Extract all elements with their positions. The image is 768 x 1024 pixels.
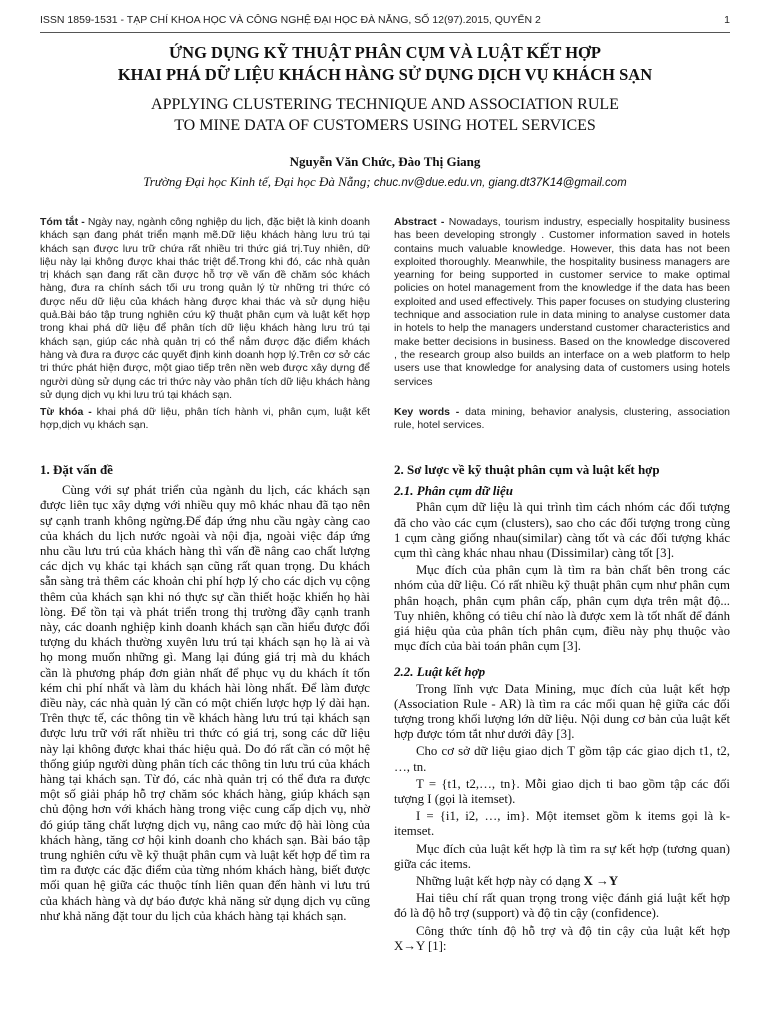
section-2-1-paragraph-2: Mục đích của phân cụm là tìm ra bản chất bên trong các nhóm của dữ liệu. Có rất nhiều kỹ thuật phân cụm như phân cụm phân hoạch, phân cụm phân cấp, phân cụm dựa trên mật độ... Tuy nhiên, không có tiêu chí nào là được xem là tốt nhất để đánh giá hiệu qủa của phân tích phân cụm, điều này phụ thuộc vào mục đích của bài toán phân cụm [3]. (394, 563, 730, 654)
section-2-2-paragraph-5: Mục đích của luật kết hợp là tìm ra sự kết hợp (tương quan) giữa các items. (394, 841, 730, 871)
page-number: 1 (724, 14, 730, 26)
section-1-heading: 1. Đặt vấn đề (40, 462, 113, 477)
section-2-2-paragraph-6 (394, 874, 730, 889)
abstract-vi-label: Tóm tắt - (40, 216, 85, 228)
section-1-paragraph: Cùng với sự phát triển của ngành du lịch, các khách sạn được liên tục xây dựng với nhiều quy mô khác nhau đã tạo nên sự cạnh tranh không ngừng.Để đáp ứng nhu cầu ngày càng cao của khách du lịch nước ngoài và nội địa, ngoài việc đáp ứng nhu cầu lưu trú của khách hàng thì vấn đề nâng cao chất lượng các dịch vụ khác tại khách sạn cũng rất quan trọng. Du khách sẵn sàng trả thêm các khoản chi phí hợp lý cho các dịch vụ cộng thêm của khách sạn khi nó thực sự cần thiết hoặc khiến họ hài lòng. Để tồn tại và phát triển trong thị trường đầy cạnh tranh này, các doanh nghiệp kinh doanh khách sạn cần hiểu được đối tượng du khách thường xuyên lưu trú tại khách sạn họ là ai và họ mong muốn những gì. Mang lại đúng giá trị mà du khách cần là phương pháp đơn giản nhất để phục vụ du khách ít tốn kém chi phí nhất và làm du khách hài lòng nhất. Để làm được điều này, các nhà quản lý cần có một chiến lược hợp lý dài hạn. Trên thực tế, các thông tin về khách hàng lưu trú tại khách sạn được lưu trữ với rất nhiều tri thức có giá trị, song các dữ liệu này lại không được khai thác hiệu quả. Do đó rất cần có một hệ thống giúp người dùng phân tích các thông tin lưu trú của khách hàng tại khách sạn. Từ đó, các nhà quản trị có thể đưa ra được một số giải pháp hỗ trợ chăm sóc khách hàng, giúp khách sạn chủ động hơn với khách hàng trong việc cung cấp dịch vụ, nhờ đó giúp tăng chất lượng dịch vụ, nâng cao mức độ hài lòng của khách hàng, tăng cơ hội kinh doanh cho khách sạn. Bài báo tập trung nghiên cứu về kỹ thuật phân cụm và luật kết hợp để tìm ra tìm ra được các đặc điểm của từng nhóm khách hàng, biết được mối quan hệ giữa các thuộc tính liên quan đến hành vi lưu trú của khách hàng và dự báo được khả năng sử dụng dịch vụ cũng như khả năng đặt tour du lịch của khách hàng tại khách sạn. (40, 483, 370, 923)
abstract-en-text: Nowadays, tourism industry, especially hospitality business has been developing strongly . Customer information saved in hotels contains much valuable knowledge. However, this data has not been exploited thoroughly. Meanwhile, the hospitality business managers are yearning for being supported in customer service to make optimal policies on hotel management from the knowledge if the data has been exploited and used effectively. This paper focuses on studying clustering technique and association rule in data mining to analyse customer data in hotels to help the managers understand customer characteristics and make better decisions in business. Based on the knowledge discovered , the research group also builds an interface on a web platform to help users use that knowledge for analysing data of customers using hotels services (394, 216, 730, 388)
abstract-vietnamese (40, 216, 370, 402)
abstract-vi-text: Ngày nay, ngành công nghiệp du lịch, đặc biệt là kinh doanh khách sạn đang phát triển mạnh mẽ.Dữ liệu khách hàng lưu trú tại khách sạn được lưu trữ chứa rất nhiều tri thức giá trị.Tuy nhiên, dữ liệu này lại không được khai thác triệt để.Trong khi đó, các nhà quản trị khách sạn đang rất cần được hỗ trợ về vấn đề chăm sóc khách hàng, đưa ra chính sách tối ưu trong quản lý từ những tri thức có được nếu dữ liệu của khách hàng được khai thác và sử dụng hiệu quả.Bài báo tập trung nghiên cứu kỹ thuật phân cụm và luật kết hợp trong khai phá dữ liệu để phân tích dữ liệu khách hàng lưu trú tại khách sạn, giúp các nhà quản trị có thể nắm được đặc điểm khách hàng và đưa ra được các quyết định kinh doanh hợp lý.Trên cơ sở các tri thức phát hiện được, một giao tiếp trên nền web được xây dựng để người dùng sử dụng các tri thức này vào phân tích dữ liệu khách hàng sử dụng dịch vụ khi lưu trú tại khách sạn. (40, 216, 370, 401)
title-en-line-2: TO MINE DATA OF CUSTOMERS USING HOTEL SERVICES (174, 117, 596, 134)
affiliation: Trường Đại học Kinh tế, Đại học Đà Nẵng; (143, 174, 371, 189)
section-1-column (40, 462, 370, 926)
title-vietnamese (40, 42, 730, 86)
title-english (40, 94, 730, 136)
rule-form-text: Những luật kết hợp này có dạng (416, 874, 584, 889)
subsection-2-2-heading: 2.2. Luật kết hợp (394, 664, 486, 680)
section-2-2-paragraph-1: Trong lĩnh vực Data Mining, mục đích của luật kết hợp (Association Rule - AR) là tìm ra các mối quan hệ giữa các đối tượng trong khối lượng lớn dữ liệu. Nội dung cơ bản của luật kết hợp được tóm tắt như dưới đây [3]. (394, 681, 730, 742)
header-rule (40, 32, 730, 33)
journal-info: ISSN 1859-1531 - TẠP CHÍ KHOA HỌC VÀ CÔNG NGHỆ ĐẠI HỌC ĐÀ NẴNG, SỐ 12(97).2015, QUYỂN 2 (40, 14, 541, 26)
section-2-2-paragraph-8: Công thức tính độ hỗ trợ và độ tin cậy của luật kết hợp X→Y [1]: (394, 923, 730, 953)
authors: Nguyễn Văn Chức, Đào Thị Giang (289, 154, 481, 169)
title-vi-line-2: KHAI PHÁ DỮ LIỆU KHÁCH HÀNG SỬ DỤNG DỊCH VỤ KHÁCH SẠN (117, 65, 653, 84)
running-header (40, 14, 730, 26)
section-2-1-paragraph-1: Phân cụm dữ liệu là qui trình tìm cách nhóm các đối tượng đã cho vào các cụm (clusters), sao cho các đối tượng trong cùng 1 cụm càng giống nhau(similar) càng tốt và các đối tượng khác cụm thì càng khác nhau nhau (Dissimilar) càng tốt [3]. (394, 500, 730, 561)
section-2-2-paragraph-3: T = {t1, t2,…, tn}. Mỗi giao dịch ti bao gồm tập các đối tượng I (gọi là itemset). (394, 776, 730, 807)
section-2-2-paragraph-4: I = {i1, i2, …, im}. Một itemset gồm k items gọi là k-itemset. (394, 809, 730, 839)
keywords-english (394, 406, 730, 433)
author-emails: chuc.nv@due.edu.vn, giang.dt37K14@gmail.com (370, 177, 627, 189)
section-2-column (394, 462, 730, 956)
keywords-vi-label: Từ khóa - (40, 406, 92, 418)
keywords-en-text: data mining, behavior analysis, clustering, association rule, hotel services. (394, 406, 730, 432)
abstract-en-label: Abstract - (394, 216, 445, 228)
section-2-heading: 2. Sơ lược về kỹ thuật phân cụm và luật kết hợp (394, 462, 660, 477)
section-2-2-paragraph-2: Cho cơ sở dữ liệu giao dịch T gồm tập các giao dịch t1, t2, …, tn. (394, 744, 730, 774)
title-vi-line-1: ỨNG DỤNG KỸ THUẬT PHÂN CỤM VÀ LUẬT KẾT HỢP (169, 43, 601, 62)
title-en-line-1: APPLYING CLUSTERING TECHNIQUE AND ASSOCIATION RULE (151, 96, 619, 113)
keywords-en-label: Key words - (394, 406, 460, 418)
keywords-vi-text: khai phá dữ liệu, phân tích hành vi, phân cụm, luật kết hợp,dịch vụ khách sạn. (40, 406, 370, 432)
rule-form-formula: X →Y (583, 874, 619, 889)
affiliation-line (40, 174, 730, 190)
keywords-vietnamese (40, 406, 370, 433)
section-2-2-paragraph-7: Hai tiêu chí rất quan trọng trong việc đánh giá luật kết hợp đó là độ hỗ trợ (support) và độ tin cậy (confidence). (394, 891, 730, 921)
subsection-2-1-heading: 2.1. Phân cụm dữ liệu (394, 483, 514, 499)
abstract-english (394, 216, 730, 389)
